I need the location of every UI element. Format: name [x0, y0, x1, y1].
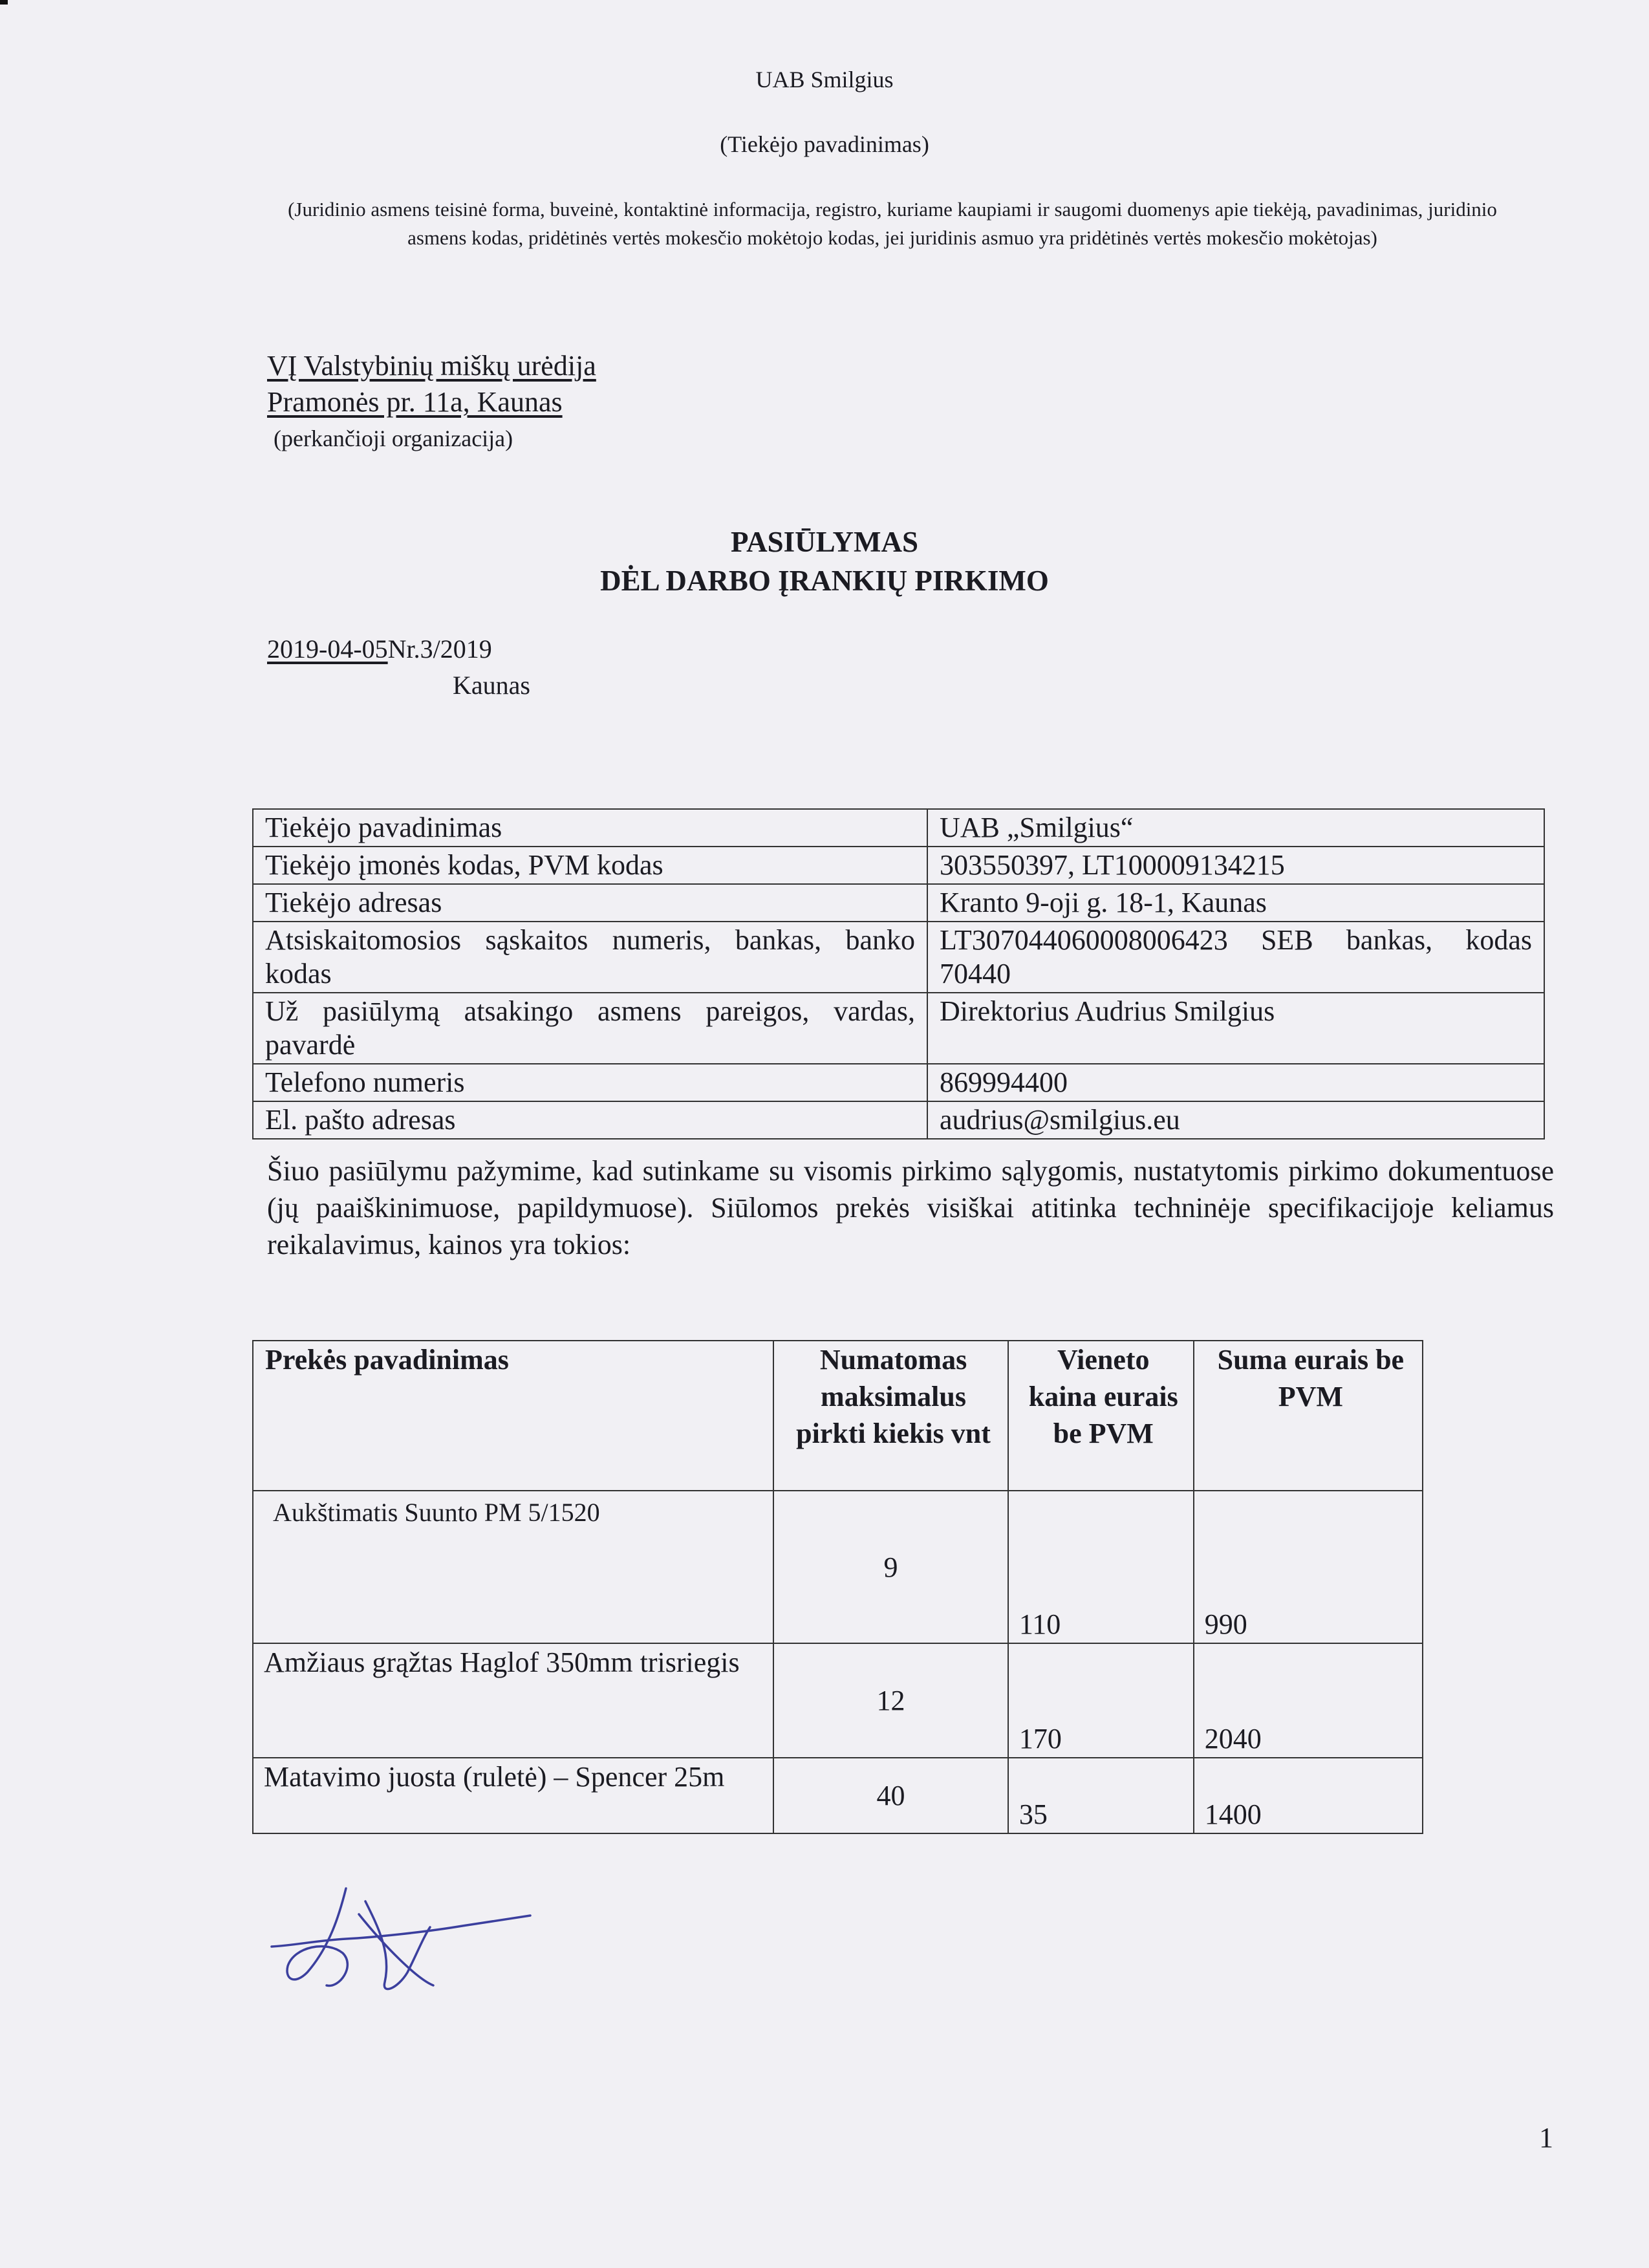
table-row — [253, 1064, 1544, 1101]
item-quantity: 40 — [773, 1758, 1008, 1833]
item-name: Aukštimatis Suunto PM 5/1520 — [253, 1491, 773, 1643]
info-value: Kranto 9-oji g. 18-1, Kaunas — [927, 884, 1544, 922]
title-line-2: DĖL DARBO ĮRANKIŲ PIRKIMO — [600, 565, 1049, 597]
info-label: Tiekėjo įmonės kodas, PVM kodas — [253, 847, 927, 884]
info-value: audrius@smilgius.eu — [927, 1101, 1544, 1139]
title-line-1: PASIŪLYMAS — [730, 526, 919, 558]
item-unit-price: 35 — [1008, 1758, 1194, 1833]
agreement-statement: Šiuo pasiūlymu pažymime, kad sutinkame su visomis pirkimo sąlygomis, nustatytomis pirkimo dokumentuose (jų paaiškinimuose, papildymuose). Siūlomos prekės visiškai atitinka techninėje specifikacijoje keliamus reikalavimus, kainos yra tokios: — [267, 1155, 1554, 1260]
item-sum: 1400 — [1194, 1758, 1423, 1833]
item-unit-price: 170 — [1008, 1643, 1194, 1758]
document-date: 2019-04-05 — [267, 634, 388, 664]
item-name: Amžiaus grąžtas Haglof 350mm trisriegis — [253, 1643, 773, 1758]
info-label: Tiekėjo pavadinimas — [253, 809, 927, 847]
column-header-quantity: Numatomas maksimalus pirkti kiekis vnt — [773, 1341, 1008, 1491]
info-label: Telefono numeris — [253, 1064, 927, 1101]
column-header-name: Prekės pavadinimas — [253, 1341, 773, 1491]
table-row — [253, 884, 1544, 922]
table-header-row — [253, 1341, 1423, 1491]
table-row — [253, 1491, 1423, 1643]
item-sum: 2040 — [1194, 1643, 1423, 1758]
document-number: Nr.3/2019 — [387, 634, 492, 664]
supplier-caption: (Tiekėjo pavadinimas) — [720, 131, 929, 157]
price-table — [252, 1340, 1423, 1834]
column-header-sum: Suma eurais be PVM — [1194, 1341, 1423, 1491]
buyer-name: VĮ Valstybinių miškų urėdija — [267, 350, 596, 382]
item-sum: 990 — [1194, 1491, 1423, 1643]
date-number-line — [267, 634, 492, 664]
item-name: Matavimo juosta (ruletė) – Spencer 25m — [253, 1758, 773, 1833]
table-row — [253, 847, 1544, 884]
item-quantity: 12 — [773, 1643, 1008, 1758]
supplier-name-heading: UAB Smilgius — [755, 67, 894, 92]
info-label: Tiekėjo adresas — [253, 884, 927, 922]
column-header-unit-price: Vieneto kaina eurais be PVM — [1008, 1341, 1194, 1491]
supplier-info-table — [252, 808, 1545, 1139]
table-row — [253, 993, 1544, 1064]
info-value: LT307044060008006423 SEB bankas, kodas 70440 — [927, 922, 1544, 993]
info-label: Atsiskaitomosios sąskaitos numeris, bankas, banko kodas — [253, 922, 927, 993]
info-value: Direktorius Audrius Smilgius — [927, 993, 1544, 1064]
info-value: 869994400 — [927, 1064, 1544, 1101]
info-label: El. pašto adresas — [253, 1101, 927, 1139]
info-value: 303550397, LT100009134215 — [927, 847, 1544, 884]
supplier-note: (Juridinio asmens teisinė forma, buveinė, kontaktinė informacija, registro, kuriame kaupiami ir saugomi duomenys apie tiekėją, pavadinimas, juridinio asmens kodas, pridėtinės vertės mokesčio mokėtojo kodas, jei juridinis asmuo yra pridėtinės vertės mokesčio mokėtojas) — [288, 198, 1497, 249]
buyer-caption: (perkančioji organizacija) — [274, 426, 513, 451]
scan-corner-mark — [0, 0, 8, 5]
table-row — [253, 809, 1544, 847]
item-quantity: 9 — [773, 1491, 1008, 1643]
page-number: 1 — [1539, 2122, 1553, 2154]
document-place: Kaunas — [453, 671, 530, 700]
info-value: UAB „Smilgius“ — [927, 809, 1544, 847]
table-row — [253, 1643, 1423, 1758]
buyer-block — [267, 348, 596, 457]
document-title — [0, 523, 1649, 600]
item-unit-price: 110 — [1008, 1491, 1194, 1643]
buyer-address: Pramonės pr. 11a, Kaunas — [267, 386, 563, 418]
table-row — [253, 922, 1544, 993]
table-row — [253, 1101, 1544, 1139]
info-label: Už pasiūlymą atsakingo asmens pareigos, vardas, pavardė — [253, 993, 927, 1064]
table-row — [253, 1758, 1423, 1833]
handwritten-signature — [268, 1875, 540, 2005]
